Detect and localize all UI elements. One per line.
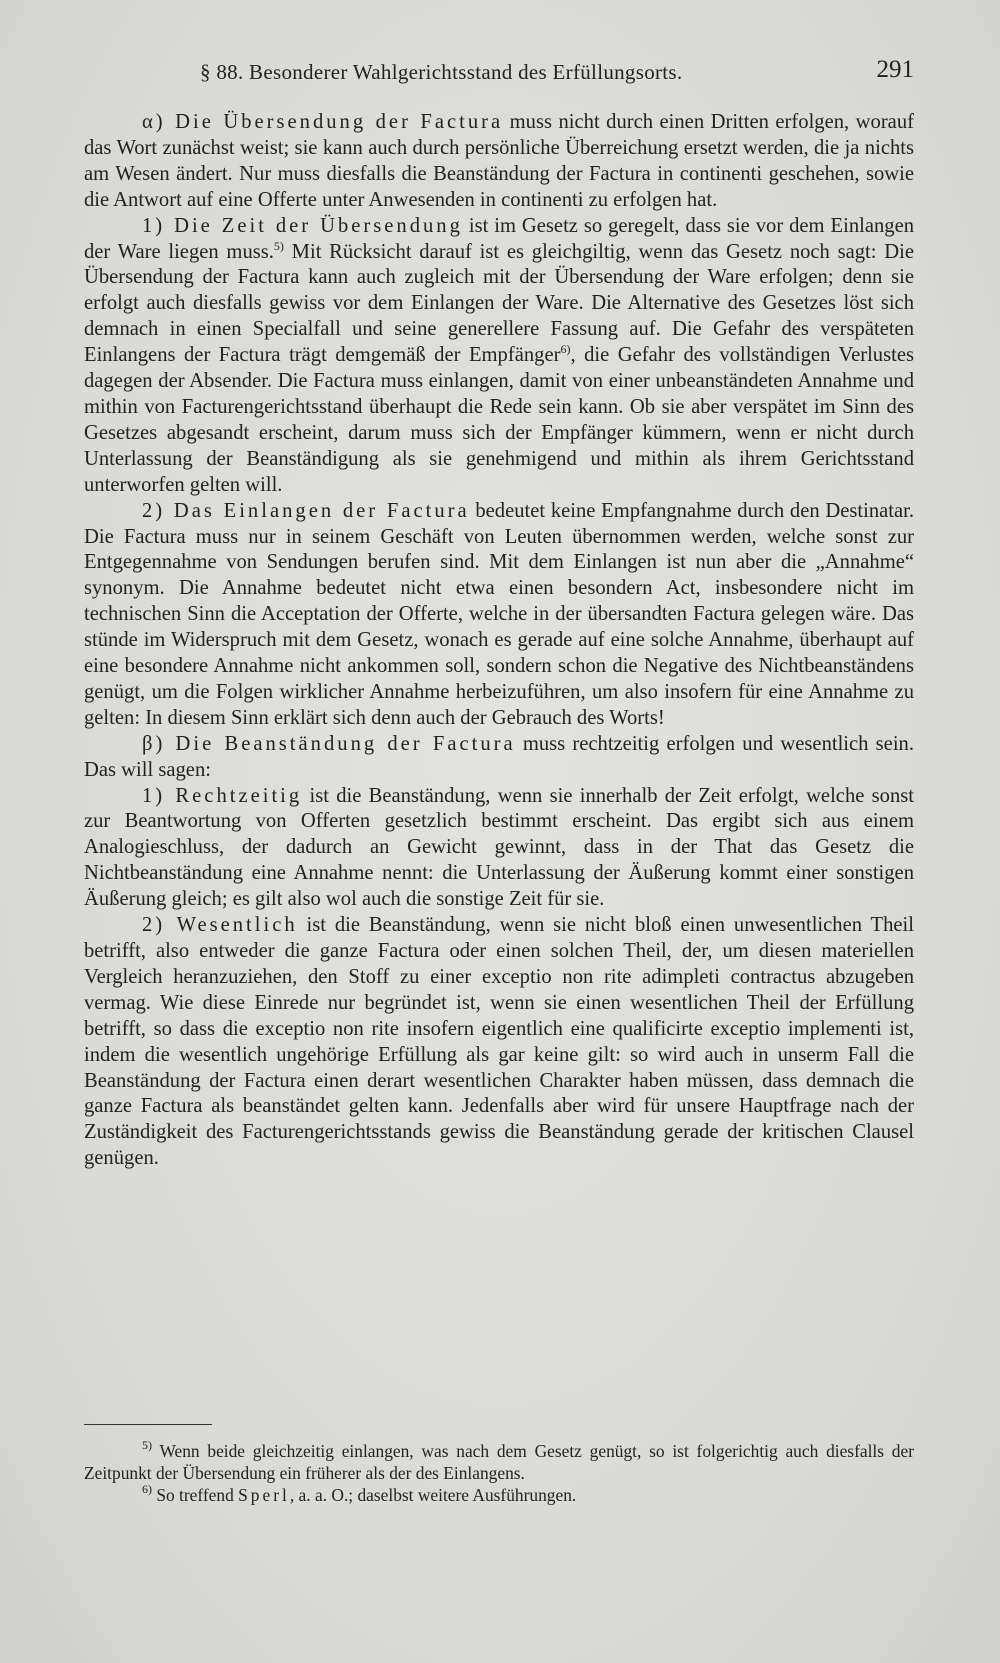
spaced-heading: α) Die Übersendung der Factura: [142, 111, 504, 133]
paragraph-text: , die Gefahr des vollständigen Verlustes dagegen der Absender. Die Factura muss einlangen, damit von einer unbeanständeten Annahme und mithin von Facturengerichtsstand überhaupt die Rede sein kann. Ob sie aber verspätet im Sinn des Gesetzes abgesandt erscheint, darum muss sich der Empfänger kümmern, wenn er nicht durch Unterlassung der Beanständigung als sie genehmigend und mithin als ihrem Gerichtsstand unterworfen gelten will.: [84, 344, 914, 496]
paragraph-alpha: [84, 110, 914, 214]
main-text: [84, 110, 914, 1172]
paragraph-text: muss nicht durch einen Dritten erfolgen, worauf das Wort zunächst weist; sie kann auch durch persönliche Überreichung ersetzt werden, die ja nichts am Wesen ändert. Nur muss diesfalls die Beanständung der Factura in continenti geschehen, sowie die Antwort auf eine Offerte unter Anwesenden in continenti zu erfolgen hat.: [84, 111, 914, 211]
footnote-text: Wenn beide gleichzeitig einlangen, was nach dem Gesetz genügt, so ist folgerichtig auch diesfalls der Zeitpunkt der Übersendung ein früherer als der des Einlangens.: [84, 1441, 914, 1483]
footnote-reference[interactable]: 5): [273, 238, 284, 253]
paragraph-text: muss rechtzeitig erfolgen und wesentlich sein. Das will sagen:: [84, 732, 914, 781]
spaced-heading: 2) Das Einlangen der Factura: [142, 499, 470, 522]
paragraph-2-einlangen: [84, 499, 914, 732]
footnotes: [84, 1440, 914, 1506]
spaced-heading: 1) Die Zeit der Übersendung: [142, 214, 463, 237]
paragraph-2-wesentlich: [84, 913, 914, 1172]
paragraph-1-zeit: [84, 214, 914, 499]
footnote-rule: [84, 1424, 212, 1425]
paragraph-text: ist die Beanständung, wenn sie innerhalb der Zeit erfolgt, welche sonst zur Beantwortung von Offerten gesetzlich bestimmt erscheint. Das ergibt sich aus einem Analogieschluss, der dadurch an Gewicht gewinnt, dass in der That das Gesetz die Nichtbeanständung eine Annahme nennt: die Unterlassung der Äußerung kommt einer sonstigen Äußerung gleich; es gilt also wol auch die sonstige Zeit für sie.: [84, 784, 914, 911]
paragraph-text: ist die Beanständung, wenn sie nicht bloß einen unwesentlichen Theil betrifft, also entweder die ganze Factura oder einen solchen Theil, der, um diesen materiellen Vergleich heranzuziehen, den Stoff zu einer exceptio non rite adimpleti contractus abzugeben vermag. Wie diese Einrede nur begründet ist, wenn sie einen wesentlichen Theil der Erfüllung betrifft, so dass die exceptio non rite insofern eigentlich eine qualificirte exceptio implementi ist, indem die wesentlich ungehörige Erfüllung als gar keine gilt: so wird auch in unserm Fall die Beanständung der Factura einen derart wesentlichen Charakter haben müssen, dass demnach die ganze Factura als beanständet gelten kann. Jedenfalls aber wird für unsere Hauptfrage nach der Zuständigkeit des Facturengerichtsstands gewiss die Beanständung gerade der kritischen Clausel genügen.: [84, 914, 914, 1170]
footnote-reference[interactable]: 6): [560, 342, 571, 357]
footnote-mark: 6): [142, 1482, 152, 1496]
spaced-heading: β) Die Beanständung der Factura: [142, 732, 516, 755]
paragraph-text: Mit Rücksicht darauf ist es gleichgiltig, wenn das Gesetz noch sagt: Die Übersendung der Factura kann auch zugleich mit der Übersendung der Ware erfolgen; denn sie erfolgt auch diesfalls gewiss vor dem Einlangen der Ware. Die Alternative des Gesetzes löst sich demnach in einen Specialfall und seine generellere Fassung auf. Die Gefahr des verspäteten Einlangens der Factura trägt demgemäß der Empfänger: [84, 240, 914, 367]
footnote-text: So treffend: [152, 1485, 239, 1505]
footnote-6: [84, 1484, 914, 1506]
paragraph-text: bedeutet keine Empfangnahme durch den Destinatar. Die Factura muss nur in seinem Geschäft von Leuten übernommen werden, welche sonst zur Entgegennahme von Sendungen berufen sind. Mit dem Einlangen ist nun aber die „Annahme“ synonym. Die Annahme bedeutet nicht etwa einen besondern Act, insbesondere nicht im technischen Sinn die Acceptation der Offerte, welche in der übersandten Factura gelegen wäre. Das stünde im Widerspruch mit dem Gesetz, wonach es gerade auf eine solche Annahme, überhaupt auf eine besondere Annahme nicht ankommen soll, sondern schon die Negative des Nichtbeanständens genügt, um die Folgen wirklicher Annahme herbeizuführen, um also insofern für eine Annahme zu gelten: In diesem Sinn erklärt sich denn auch der Gebrauch des Worts!: [84, 499, 914, 729]
page-number: 291: [876, 56, 914, 83]
spaced-heading: 2) Wesentlich: [142, 914, 298, 937]
paragraph-text: ist im Gesetz so geregelt, dass sie vor dem Einlangen der Ware liegen muss.: [84, 214, 915, 263]
author-name: Sperl: [238, 1485, 290, 1505]
footnote-mark: 5): [142, 1438, 152, 1452]
running-header: [84, 56, 914, 90]
paragraph-beta: [84, 732, 914, 784]
section-title: § 88. Besonderer Wahlgerichtsstand des Erfüllungsorts.: [200, 60, 683, 84]
footnote-5: [84, 1440, 914, 1484]
footnote-text: , a. a. O.; daselbst weitere Ausführungen.: [289, 1485, 577, 1505]
spaced-heading: 1) Rechtzeitig: [142, 784, 303, 807]
paragraph-1-rechtzeitig: [84, 784, 914, 914]
